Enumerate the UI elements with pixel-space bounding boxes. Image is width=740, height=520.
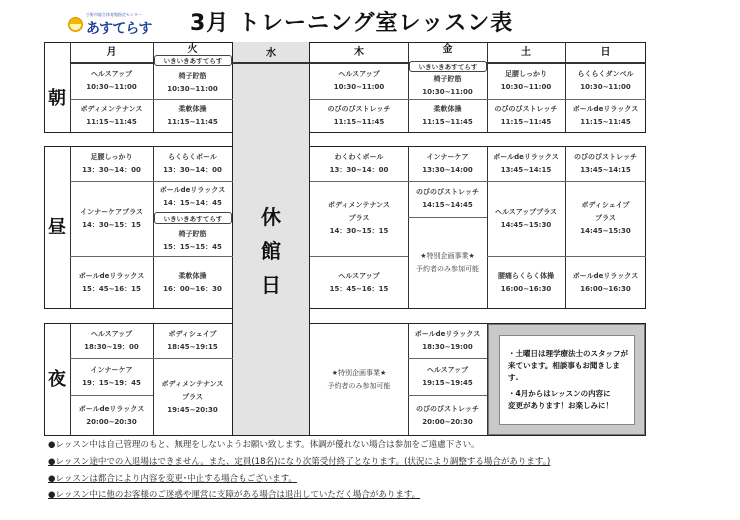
lesson-name: 椅子貯筋 [178,71,207,80]
lesson-time: 18:30~19:00 [422,342,473,351]
lesson-time: 10:30~11:00 [333,83,385,91]
lesson-time: 13:30~14:00 [422,165,473,174]
closed-char: 日 [261,273,281,297]
lesson-time: 14:45~15:30 [580,227,631,235]
lesson-name: ボールdeリラックス [414,329,481,338]
special-event-cell [310,323,408,436]
lesson-time: 19:45~20:30 [167,405,218,414]
ikiiki-tag: いきいきあすてらす [154,212,232,224]
page-title: 3月 トレーニング室レッスン表 [190,11,514,36]
lesson-cell [565,146,646,181]
lesson-time: 13：30~14：00 [82,165,141,174]
lesson-cell [70,63,153,99]
lesson-cell [310,256,408,309]
lesson-time: 13：30~14：00 [163,165,222,174]
lesson-name: ヘルスアップ [90,70,133,78]
lesson-name: らくらくダンベル [577,70,634,78]
closed-label [232,200,310,302]
lesson-cell [408,323,487,358]
lesson-name: 柔軟体操 [433,105,462,113]
lesson-note: 予約者のみ参加可能 [416,265,479,273]
day-header-sun: 日 [600,46,611,58]
lesson-name: 柔軟体操 [178,105,207,113]
lesson-name: ボールdeリラックス [493,152,559,161]
lesson-cell [565,181,646,256]
lesson-cell [70,358,153,395]
lesson-time: 11:15~11:45 [167,118,218,126]
lesson-cell [153,256,232,309]
lesson-name: 柔軟体操 [178,271,207,280]
lesson-name: ボディメンテナンス [80,105,143,113]
lesson-cell [70,395,153,436]
lesson-cell [153,323,232,358]
lesson-time: 13：30~14：00 [329,165,389,174]
lesson-cell [310,146,408,181]
lesson-time: 18:45~19:15 [167,342,218,351]
notice-content [499,335,635,425]
lesson-time: 16：00~16：30 [163,284,222,293]
lesson-cell [408,358,487,395]
lesson-cell [565,63,646,99]
notice-box [488,324,645,435]
rule-2: ●レッスン途中での入退場はできません。また、定員(18名)になり次第受付終了となります。(状況により調整する場合があります。) [48,457,551,467]
lesson-cell [70,181,153,256]
lesson-name: ボディシェイプ [581,201,630,209]
period-label-morning: 朝 [48,87,66,109]
lesson-name: プラス [595,214,616,222]
lesson-cell [153,358,232,436]
day-header-thu: 木 [354,46,364,58]
lesson-time: 11:15~11:45 [422,118,473,126]
logo-tagline: 小野市総合体育館指定センター [86,12,142,17]
lesson-name: ボールdeリラックス [78,404,145,413]
lesson-time: 16:00~16:30 [500,284,552,293]
period-label-afternoon: 昼 [48,217,66,238]
logo [62,8,152,38]
lesson-name: ★特別企画事業★ [331,368,387,377]
lesson-time: 15：45~16：15 [82,284,141,293]
lesson-cell [487,63,565,99]
lesson-name: のびのびストレッチ [574,152,637,161]
lesson-name: 足腰しっかり [505,70,547,78]
lesson-cell [153,99,232,133]
lesson-name: らくらくボール [168,152,217,161]
lesson-cell [153,146,232,181]
lesson-time: 16:00~16:30 [580,284,631,293]
lesson-name: のびのびストレッチ [416,404,479,413]
lesson-time: 11:15~11:45 [86,118,137,126]
lesson-cell [565,99,646,133]
rule-3: ●レッスンは都合により内容を変更･中止する場合もございます。 [48,474,297,484]
lesson-name: 椅子貯筋 [433,74,462,83]
lesson-time: 10:30~11:00 [86,83,137,91]
day-header-wed: 水 [266,48,276,59]
lesson-time: 15：45~16：15 [329,284,389,293]
lesson-name: インナーケア [426,152,469,161]
lesson-cell [70,99,153,133]
lesson-cell [310,181,408,256]
lesson-cell [153,225,232,256]
rule-4: ●レッスン中に他のお客様のご迷惑や運営に支障がある場合は退出していただく場合があります。 [48,490,421,500]
rule-1: ●レッスン中は自己管理のもと、無理をしないようお願い致します。体調が優れない場合は参加をご遠慮下さい。 [48,440,480,450]
lesson-name: ボールdeリラックス [572,105,639,113]
notice-line: 来ています。相談事もお聞きします. [508,361,620,382]
lesson-cell [487,146,565,181]
lesson-cell [70,146,153,181]
lesson-name: ヘルスアッププラス [494,207,558,216]
lesson-name: ボールdeリラックス [572,271,639,280]
lesson-time: 15：15~15：45 [163,242,222,251]
lesson-time: 18:30~19：00 [84,342,139,351]
lesson-cell [487,181,565,256]
lesson-cell [408,72,487,99]
lesson-name: プラス [348,214,370,222]
lesson-name: 腰痛らくらく体操 [498,271,554,280]
special-event-cell [408,217,487,309]
lesson-time: 14：15~14：45 [163,199,222,207]
closed-char: 館 [261,239,281,263]
lesson-name: ボディシェイプ [168,329,217,338]
lesson-cell [487,256,565,309]
lesson-name: インナーケア [90,365,133,374]
day-header-sat: 土 [521,46,531,58]
lesson-name: インナーケアプラス [80,207,143,216]
lesson-time: 20:00~20:30 [86,417,137,426]
lesson-name: のびのびストレッチ [416,188,479,196]
lesson-note: 予約者のみ参加可能 [327,381,391,390]
lesson-time: 11:15~11:45 [500,118,552,126]
ikiiki-tag: いきいきあすてらす [409,61,487,72]
lesson-name: ★特別企画事業★ [420,252,475,260]
lesson-time: 20:00~20:30 [422,417,473,426]
lesson-cell [310,63,408,99]
notice-line: 変更があります！お楽しみに！ [508,401,613,410]
notice-line: ・土曜日は理学療法士のスタッフが [508,349,628,358]
lesson-time: 13:45~14:15 [580,165,631,174]
lesson-cell [310,99,408,133]
ikiiki-tag: いきいきあすてらす [154,55,232,66]
lesson-cell [487,99,565,133]
lesson-name: ボディメンテナンス [328,201,390,209]
lesson-name: ヘルスアップ [426,365,469,374]
lesson-time: 10:30~11:00 [422,87,473,96]
lesson-time: 14：30~15：15 [329,227,389,235]
lesson-time: 19：15~19：45 [82,378,141,387]
lesson-time: 10:30~11:00 [167,84,218,93]
lesson-time: 11:15~11:45 [333,118,385,126]
lesson-cell [565,256,646,309]
day-header-fri: 金 [442,43,453,55]
lesson-time: 14:15~14:45 [422,201,473,209]
notice-line: ・4月からはレッスンの内容に [508,389,611,398]
closed-char: 休 [261,205,281,229]
lesson-time: 10:30~11:00 [500,83,552,91]
lesson-name: 椅子貯筋 [178,229,207,238]
lesson-name: ボディメンテナンス [161,379,224,388]
lesson-time: 14：30~15：15 [82,220,141,229]
lesson-name: ヘルスアップ [338,70,380,78]
lesson-name: のびのびストレッチ [494,105,558,113]
lesson-cell [408,146,487,181]
lesson-time: 11:15~11:45 [580,118,631,126]
lesson-cell [408,395,487,436]
lesson-cell [70,256,153,309]
lesson-name: ヘルスアップ [338,271,380,280]
lesson-cell [70,323,153,358]
lesson-name: 足腰しっかり [90,152,133,161]
lesson-name: わくわくボール [334,152,384,161]
lesson-name: ヘルスアップ [90,329,133,338]
lesson-time: 19:15~19:45 [422,378,473,387]
lesson-cell [408,99,487,133]
lesson-cell [408,181,487,217]
lesson-cell [153,66,232,99]
lesson-time: 14:45~15:30 [500,220,552,229]
lesson-time: 13:45~14:15 [500,165,552,174]
egg-logo-icon [68,17,83,32]
logo-name: あすてらす [86,21,152,37]
lesson-name: のびのびストレッチ [327,105,391,113]
lesson-cell [153,182,232,212]
period-label-evening: 夜 [48,369,66,390]
lesson-name: ボールdeリラックス [78,271,145,280]
lesson-name: ボールdeリラックス [159,186,226,194]
lesson-time: 10:30~11:00 [580,83,631,91]
lesson-name: プラス [182,392,203,401]
day-header-mon: 月 [106,46,117,58]
day-header-tue: 火 [187,43,198,55]
